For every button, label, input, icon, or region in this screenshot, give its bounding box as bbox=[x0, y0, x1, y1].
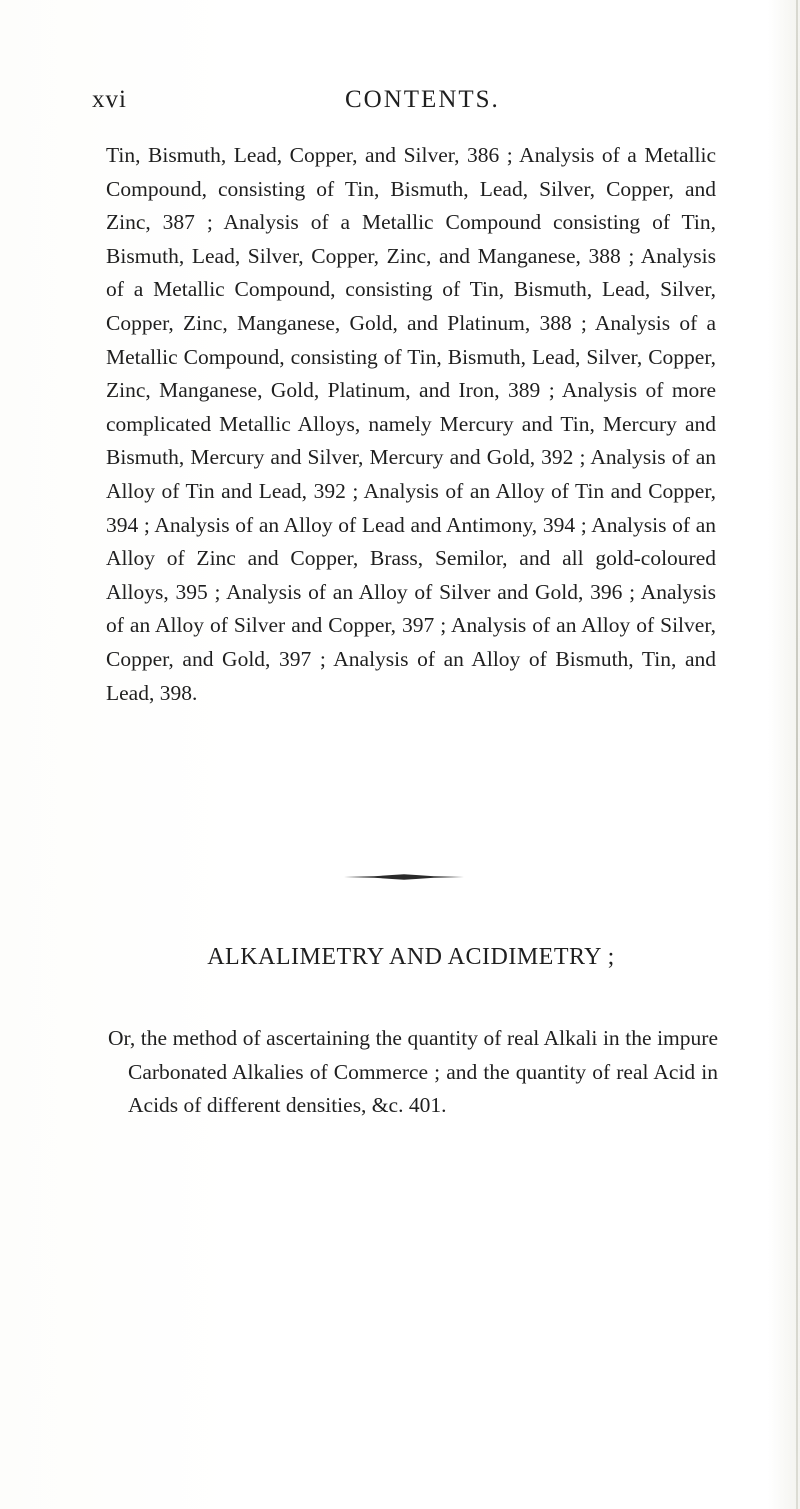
ornamental-divider bbox=[344, 873, 464, 881]
running-title: CONTENTS. bbox=[345, 86, 500, 113]
contents-entry-continued: Tin, Bismuth, Lead, Copper, and Silver, 386 ; Analysis of a Metallic Compound, consisting of Tin, Bismuth, Lead, Silver, Copper, and Zinc, 387 ; Analysis of a Metallic Compound consisting of Tin, Bismuth, Lead, Silver, Copper, Zinc, and Manganese, 388 ; Analysis of a Metallic Compound, consisting of Tin, Bismuth, Lead, Silver, Copper, Zinc, Manganese, Gold, and Platinum, 388 ; Analysis of a Metallic Compound, consisting of Tin, Bismuth, Lead, Silver, Copper, Zinc, Manganese, Gold, Platinum, and Iron, 389 ; Analysis of more complicated Metallic Alloys, namely Mercury and Tin, Mercury and Bismuth, Mercury and Silver, Mercury and Gold, 392 ; Analysis of an Alloy of Tin and Lead, 392 ; Analysis of an Alloy of Tin and Copper, 394 ; Analysis of an Alloy of Lead and Antimony, 394 ; Analysis of an Alloy of Zinc and Copper, Brass, Semilor, and all gold-coloured Alloys, 395 ; Analysis of an Alloy of Silver and Gold, 396 ; Analysis of an Alloy of Silver and Copper, 397 ; Analysis of an Alloy of Silver, Copper, and Gold, 397 ; Analysis of an Alloy of Bismuth, Tin, and Lead, 398. bbox=[106, 143, 716, 705]
section-description: Or, the method of ascertaining the quantity of real Alkali in the impure Carbonated Alkalies of Commerce ; and the quantity of real Acid in Acids of different densities, &c. 401. bbox=[108, 1026, 718, 1118]
running-head bbox=[92, 86, 714, 120]
page-number: xvi bbox=[92, 86, 127, 113]
page-edge bbox=[796, 0, 798, 1509]
section-heading: ALKALIMETRY AND ACIDIMETRY ; bbox=[207, 944, 615, 970]
